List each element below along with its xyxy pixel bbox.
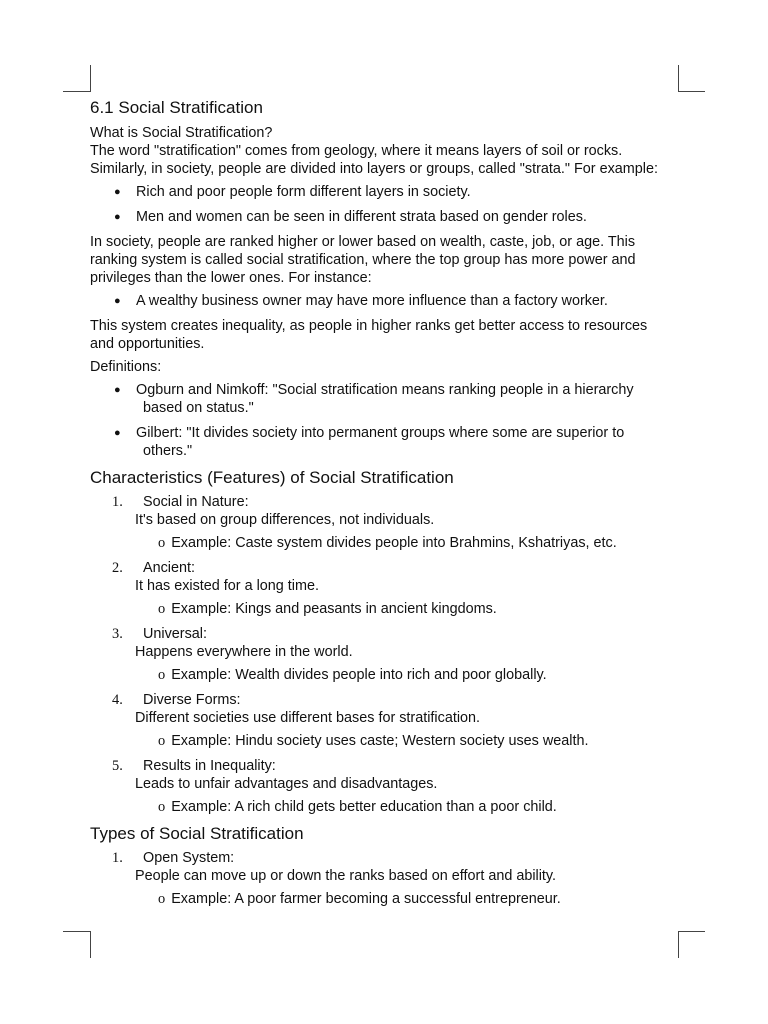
example-marker: o bbox=[158, 799, 166, 815]
inequality-paragraph: This system creates inequality, as people in higher ranks get better access to resources and opportunities. bbox=[90, 318, 648, 352]
characteristic-title-line bbox=[90, 559, 690, 577]
characteristic-description: Leads to unfair advantages and disadvantages. bbox=[135, 776, 438, 792]
item-number: 4. bbox=[112, 692, 123, 708]
crop-mark-bottom-left-vertical bbox=[90, 931, 91, 958]
intro-line-2: Similarly, in society, people are divided into layers or groups, called "strata." For example: bbox=[90, 161, 658, 177]
item-number: 5. bbox=[112, 758, 123, 774]
example-marker: o bbox=[158, 667, 166, 683]
characteristic-title: Diverse Forms: bbox=[143, 692, 241, 708]
characteristic-title: Results in Inequality: bbox=[143, 758, 276, 774]
item-number: 2. bbox=[112, 560, 123, 576]
crop-mark-top-right-horizontal bbox=[678, 91, 705, 92]
example-marker: o bbox=[158, 601, 166, 617]
crop-mark-bottom-right-vertical bbox=[678, 931, 679, 958]
characteristic-description: Happens everywhere in the world. bbox=[135, 644, 353, 660]
type-item bbox=[90, 849, 690, 908]
definition-text: Gilbert: "It divides society into permanent groups where some are superior to others." bbox=[136, 425, 625, 459]
crop-mark-bottom-left-horizontal bbox=[63, 931, 90, 932]
bullet-dot: ● bbox=[114, 186, 121, 198]
example-marker: o bbox=[158, 733, 166, 749]
bullet-dot: ● bbox=[114, 295, 121, 307]
item-number: 1. bbox=[112, 850, 123, 866]
type-title: Open System: bbox=[143, 850, 235, 866]
crop-mark-top-right-vertical bbox=[678, 65, 679, 92]
question-line: What is Social Stratification? bbox=[90, 125, 273, 141]
characteristic-item bbox=[90, 691, 690, 750]
document-page bbox=[90, 97, 690, 915]
example-text: Example: Kings and peasants in ancient kingdoms. bbox=[171, 601, 497, 617]
bullet-item bbox=[90, 183, 690, 201]
bullet-text: A wealthy business owner may have more influence than a factory worker. bbox=[136, 293, 608, 309]
crop-mark-top-left-horizontal bbox=[63, 91, 90, 92]
crop-mark-top-left-vertical bbox=[90, 65, 91, 92]
example-text: Example: Wealth divides people into rich and poor globally. bbox=[171, 667, 547, 683]
example-marker: o bbox=[158, 535, 166, 551]
definition-item bbox=[90, 424, 643, 460]
example-line bbox=[90, 534, 690, 552]
example-line bbox=[90, 666, 690, 684]
example-text: Example: Caste system divides people into Brahmins, Kshatriyas, etc. bbox=[171, 535, 617, 551]
definition-text: Ogburn and Nimkoff: "Social stratification means ranking people in a hierarchy based on status." bbox=[136, 382, 634, 416]
example-line bbox=[90, 732, 690, 750]
characteristic-title: Social in Nature: bbox=[143, 494, 249, 510]
definition-item bbox=[90, 381, 663, 417]
characteristic-title-line bbox=[90, 625, 690, 643]
characteristic-item bbox=[90, 559, 690, 618]
types-heading: Types of Social Stratification bbox=[90, 824, 304, 843]
example-text: Example: Hindu society uses caste; Western society uses wealth. bbox=[171, 733, 589, 749]
example-line bbox=[90, 890, 690, 908]
characteristic-description: It's based on group differences, not individuals. bbox=[135, 512, 435, 528]
definitions-label: Definitions: bbox=[90, 359, 162, 375]
type-title-line bbox=[90, 849, 690, 867]
type-description: People can move up or down the ranks based on effort and ability. bbox=[135, 868, 557, 884]
bullet-dot: ● bbox=[114, 211, 121, 223]
characteristic-item bbox=[90, 757, 690, 816]
example-marker: o bbox=[158, 891, 166, 907]
item-number: 1. bbox=[112, 494, 123, 510]
bullet-item bbox=[90, 208, 690, 226]
example-text: Example: A poor farmer becoming a successful entrepreneur. bbox=[171, 891, 561, 907]
characteristic-item bbox=[90, 625, 690, 684]
intro-line-1: The word "stratification" comes from geology, where it means layers of soil or rocks. bbox=[90, 143, 623, 159]
bullet-dot: ● bbox=[114, 384, 121, 396]
section-title: 6.1 Social Stratification bbox=[90, 98, 263, 117]
bullet-item bbox=[90, 292, 690, 310]
characteristic-title-line bbox=[90, 691, 690, 709]
item-number: 3. bbox=[112, 626, 123, 642]
example-line bbox=[90, 798, 690, 816]
intro-block bbox=[90, 124, 690, 178]
characteristic-title: Ancient: bbox=[143, 560, 195, 576]
example-line bbox=[90, 600, 690, 618]
characteristic-title-line bbox=[90, 493, 690, 511]
bullet-text: Men and women can be seen in different strata based on gender roles. bbox=[136, 209, 587, 225]
ranking-paragraph: In society, people are ranked higher or lower based on wealth, caste, job, or age. This ranking system is called social stratification, where the top group has more power and privileges than the lower ones. For instance: bbox=[90, 234, 636, 286]
characteristic-description: It has existed for a long time. bbox=[135, 578, 319, 594]
characteristic-item bbox=[90, 493, 690, 552]
characteristics-heading: Characteristics (Features) of Social Stratification bbox=[90, 468, 454, 487]
example-text: Example: A rich child gets better education than a poor child. bbox=[171, 799, 557, 815]
characteristic-description: Different societies use different bases for stratification. bbox=[135, 710, 481, 726]
bullet-dot: ● bbox=[114, 427, 121, 439]
crop-mark-bottom-right-horizontal bbox=[678, 931, 705, 932]
bullet-text: Rich and poor people form different layers in society. bbox=[136, 184, 471, 200]
characteristic-title: Universal: bbox=[143, 626, 207, 642]
characteristic-title-line bbox=[90, 757, 690, 775]
